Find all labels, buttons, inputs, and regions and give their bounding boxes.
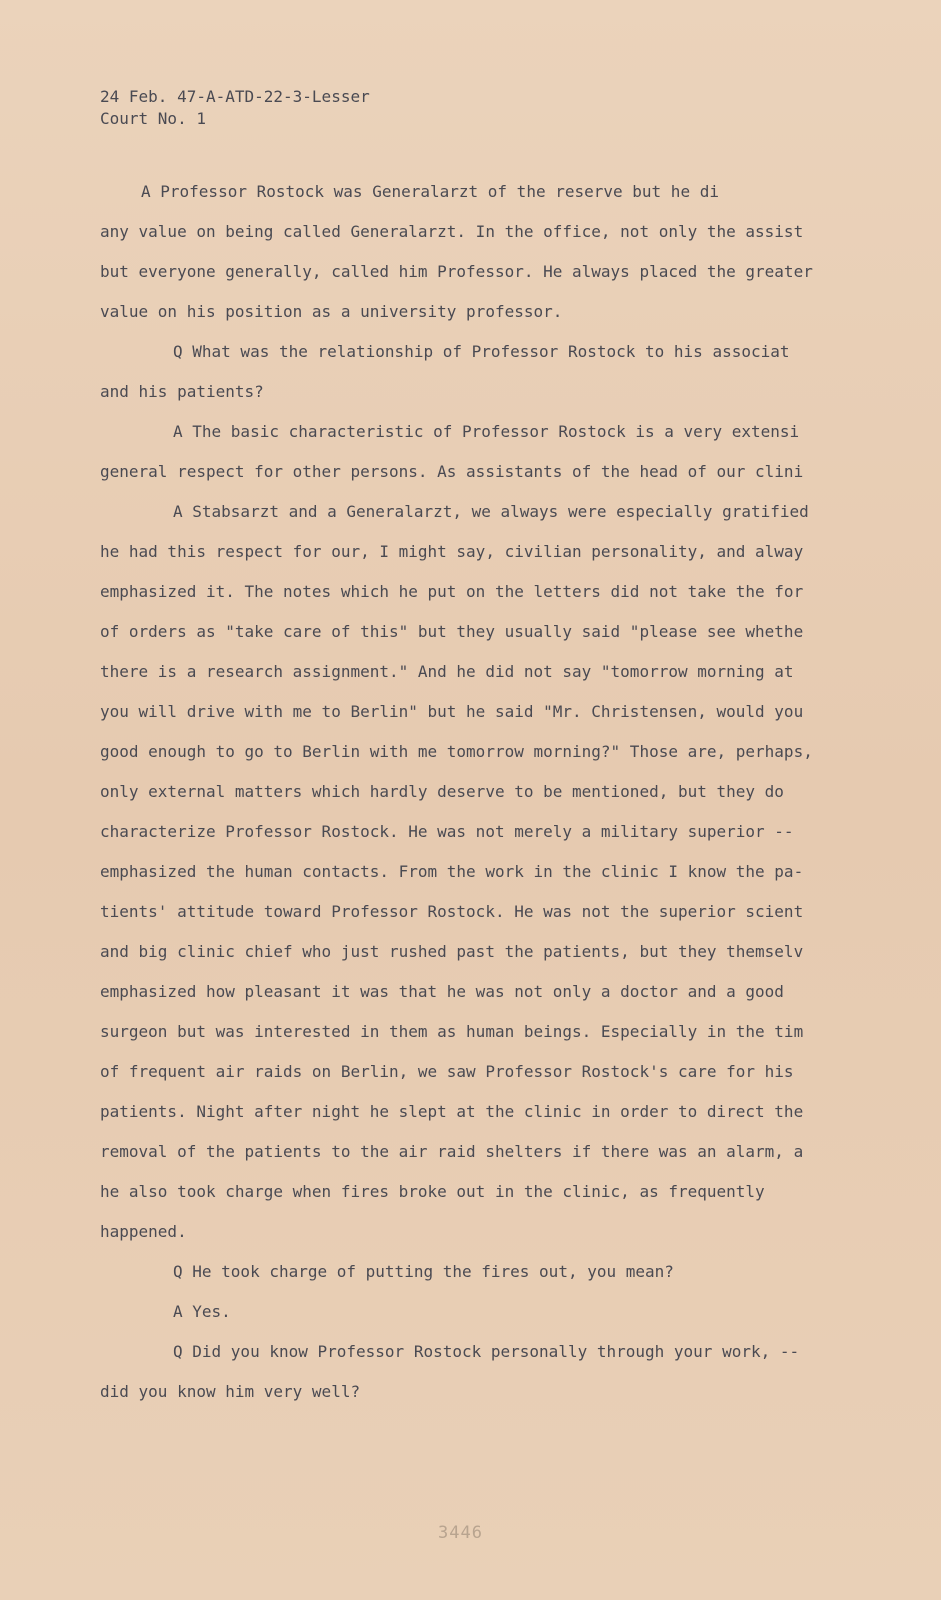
transcript-line: tients' attitude toward Professor Rostock. He was not the superior scient: [100, 902, 804, 921]
header-date-line: 24 Feb. 47-A-ATD-22-3-Lesser: [100, 87, 370, 106]
transcript-line: patients. Night after night he slept at the clinic in order to direct the: [100, 1102, 804, 1121]
transcript-line: he also took charge when fires broke out in the clinic, as frequently: [100, 1182, 765, 1201]
transcript-body: [100, 182, 845, 1402]
transcript-line: he had this respect for our, I might say, civilian personality, and alway: [100, 542, 804, 561]
header-court-line: Court No. 1: [100, 109, 206, 128]
transcript-line: A Professor Rostock was Generalarzt of the reserve but he di: [141, 182, 719, 201]
transcript-line: emphasized it. The notes which he put on the letters did not take the for: [100, 582, 804, 601]
transcript-line: emphasized how pleasant it was that he was not only a doctor and a good: [100, 982, 784, 1001]
transcript-line: but everyone generally, called him Professor. He always placed the greater: [100, 262, 813, 281]
transcript-line: characterize Professor Rostock. He was not merely a military superior --: [100, 822, 794, 841]
transcript-line: did you know him very well?: [100, 1382, 361, 1401]
transcript-line: you will drive with me to Berlin" but he said "Mr. Christensen, would you: [100, 702, 804, 721]
transcript-line: A Yes.: [173, 1302, 231, 1321]
transcript-line: of orders as "take care of this" but they usually said "please see whethe: [100, 622, 804, 641]
transcript-line: emphasized the human contacts. From the work in the clinic I know the pa-: [100, 862, 804, 881]
transcript-line: and big clinic chief who just rushed past the patients, but they themselv: [100, 942, 804, 961]
transcript-line: Q Did you know Professor Rostock personally through your work, --: [173, 1342, 800, 1361]
document-header: [100, 86, 370, 130]
transcript-line: removal of the patients to the air raid shelters if there was an alarm, a: [100, 1142, 804, 1161]
transcript-line: there is a research assignment." And he did not say "tomorrow morning at: [100, 662, 794, 681]
transcript-line: surgeon but was interested in them as human beings. Especially in the tim: [100, 1022, 804, 1041]
transcript-line: A Stabsarzt and a Generalarzt, we always were especially gratified: [173, 502, 809, 521]
transcript-line: good enough to go to Berlin with me tomorrow morning?" Those are, perhaps,: [100, 742, 813, 761]
transcript-line: happened.: [100, 1222, 187, 1241]
transcript-line: and his patients?: [100, 382, 264, 401]
transcript-line: A The basic characteristic of Professor Rostock is a very extensi: [173, 422, 800, 441]
transcript-line: of frequent air raids on Berlin, we saw Professor Rostock's care for his: [100, 1062, 794, 1081]
transcript-line: only external matters which hardly deserve to be mentioned, but they do: [100, 782, 784, 801]
transcript-line: any value on being called Generalarzt. In the office, not only the assist: [100, 222, 804, 241]
transcript-line: general respect for other persons. As assistants of the head of our clini: [100, 462, 804, 481]
transcript-line: Q He took charge of putting the fires out, you mean?: [173, 1262, 674, 1281]
transcript-line: value on his position as a university professor.: [100, 302, 563, 321]
page-number: 3446: [438, 1523, 483, 1543]
transcript-line: Q What was the relationship of Professor Rostock to his associat: [173, 342, 790, 361]
